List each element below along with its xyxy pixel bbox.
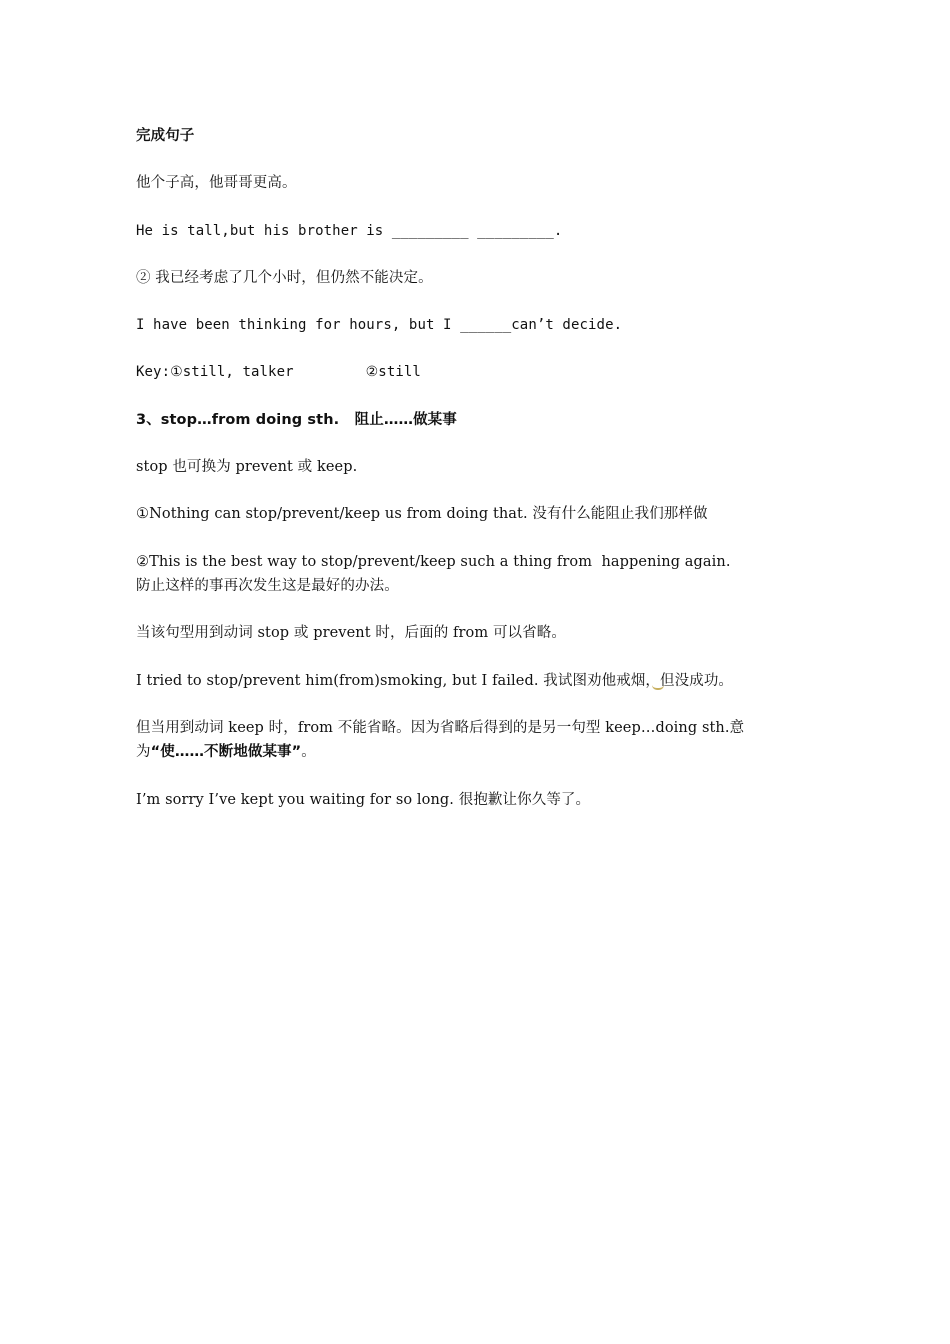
example-3: I tried to stop/prevent him(from)smoking, but I failed. 我试图劝他戒烟，但没成功。 <box>136 673 734 689</box>
note-from-omission: 当该句型用到动词 stop 或 prevent 时，后面的 from 可以省略。 <box>136 625 566 641</box>
example-2-english: ②This is the best way to stop/prevent/keep such a thing from happening again. <box>136 554 731 570</box>
answer-key-first: Key:①still, talker <box>136 364 294 380</box>
question-1-chinese: 他个子高，他哥哥更高。 <box>136 175 297 191</box>
example-4: I’m sorry I’ve kept you waiting for so long. 很抱歉让你久等了。 <box>136 792 591 808</box>
example-1: ①Nothing can stop/prevent/keep us from doing that. 没有什么能阻止我们那样做 <box>136 506 708 522</box>
answer-key-second: ②still <box>365 364 421 380</box>
question-2-english: I have been thinking for hours, but I ______can’t decide. <box>136 317 623 333</box>
note-keep-line-1: 但当用到动词 keep 时，from 不能省略。因为省略后得到的是另一句型 keep…doing sth.意 <box>136 720 745 736</box>
question-1-english: He is tall,but his brother is _________ _________. <box>136 223 563 239</box>
answer-key <box>136 360 836 384</box>
note-stop-alternatives: stop 也可换为 prevent 或 keep. <box>136 459 358 475</box>
example-2-chinese: 防止这样的事再次发生这是最好的办法。 <box>136 578 399 594</box>
question-2-chinese: ② 我已经考虑了几个小时，但仍然不能决定。 <box>136 270 433 286</box>
note-keep-line-2 <box>136 740 836 764</box>
note-keep-prefix: 为 <box>136 744 151 760</box>
note-keep-suffix: 。 <box>301 744 316 760</box>
heading-3: 3、stop…from doing sth. 阻止……做某事 <box>136 412 457 428</box>
note-keep-bold: “使……不断地做某事” <box>150 744 302 760</box>
section-title: 完成句子 <box>136 128 195 144</box>
